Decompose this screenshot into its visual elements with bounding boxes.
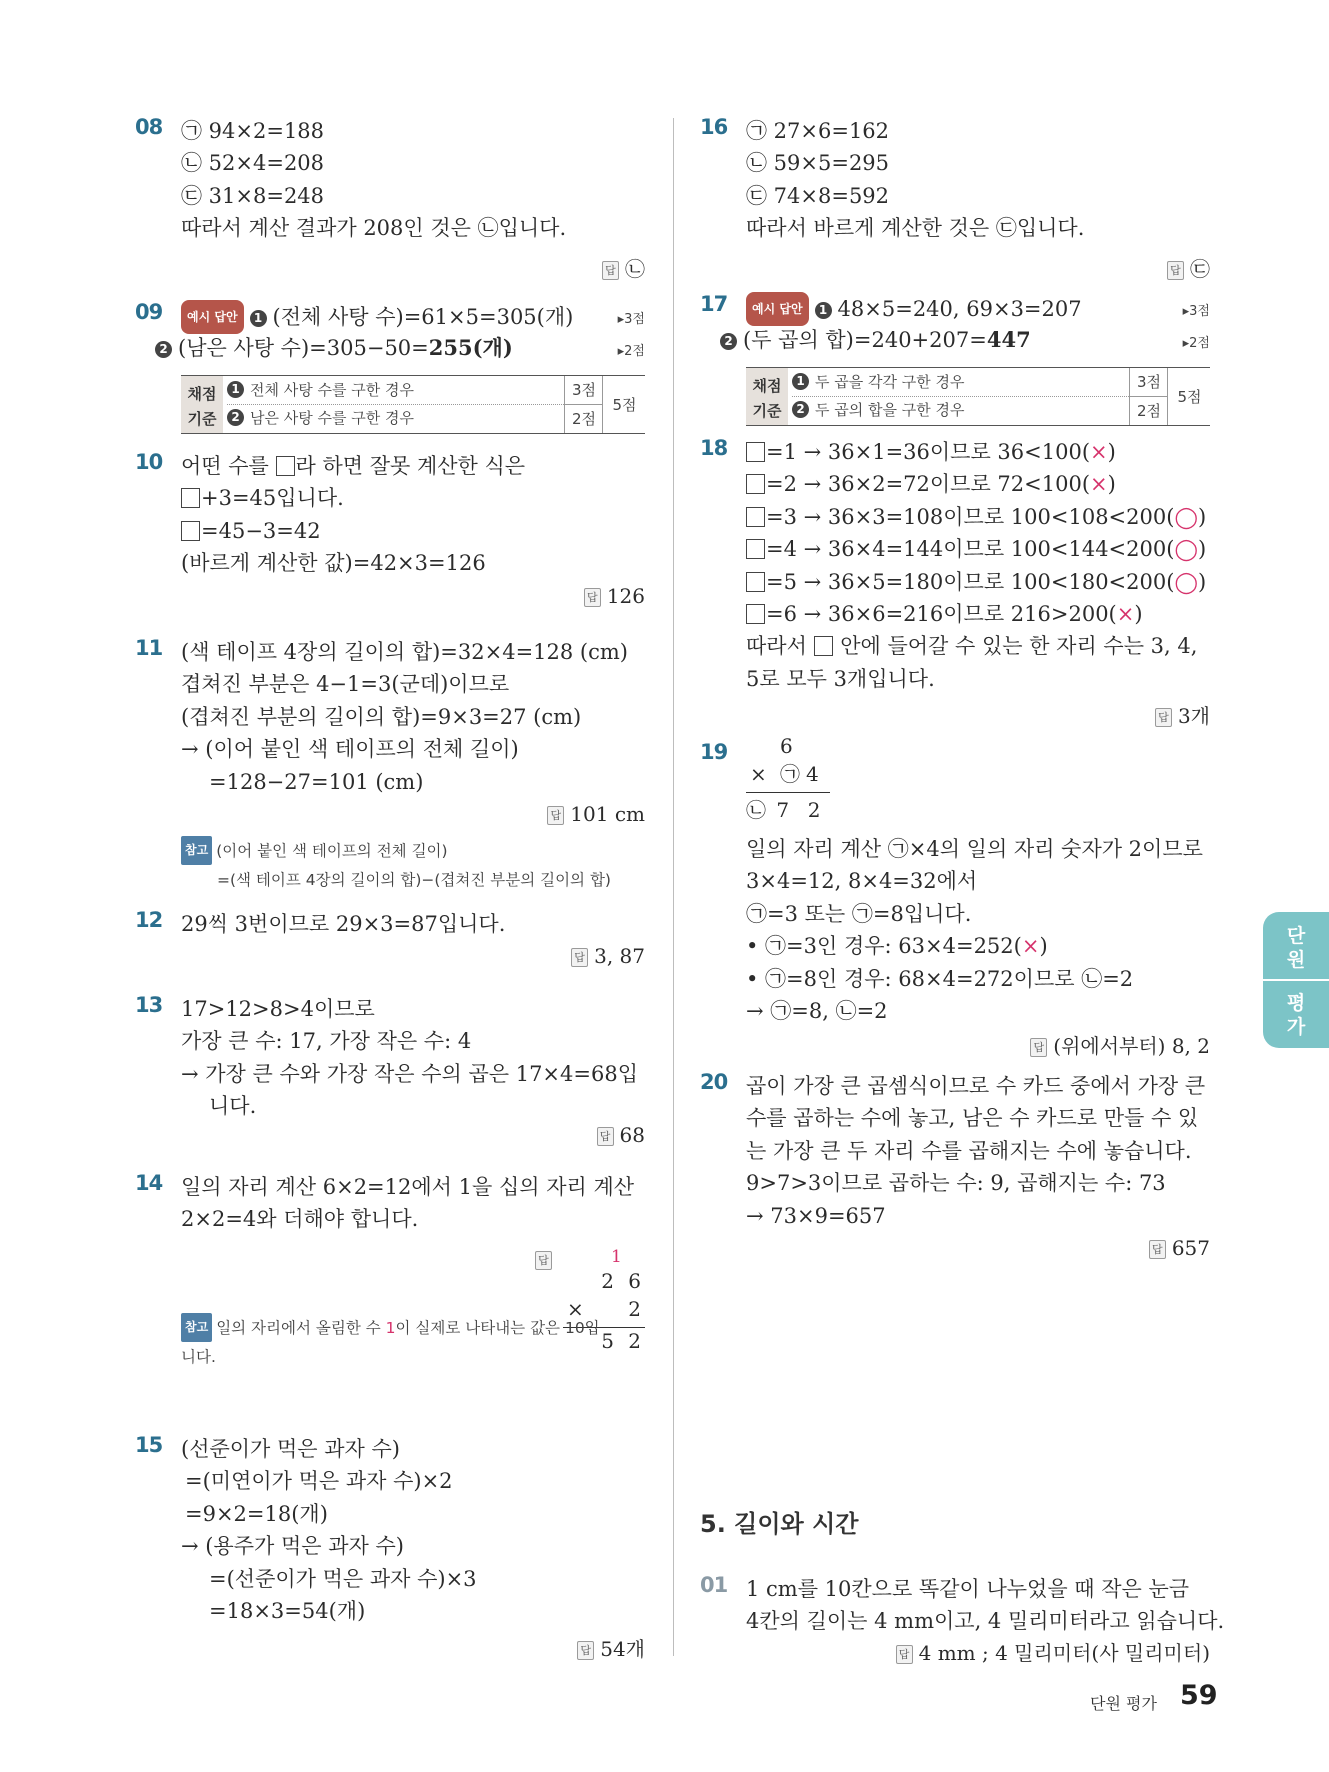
multiply-sign: ×	[567, 1297, 584, 1321]
solution-line: 따라서	[746, 634, 814, 659]
solution-text	[746, 292, 1210, 326]
problem-number: 01	[700, 1573, 728, 1597]
solution-line: =4 → 36×4=144이므로 100<144<200(	[766, 537, 1175, 562]
solution-line: =3 → 36×3=108이므로 100<108<200(	[766, 504, 1175, 529]
problem-number: 14	[135, 1171, 163, 1195]
solution-line: 가장 큰 수: 17, 가장 작은 수: 4	[181, 1029, 472, 1054]
solution-line: 29씩 3번이므로 29×3=87입니다.	[181, 912, 506, 936]
solution-line: 1 cm를 10칸으로 똑같이 나누었을 때 작은 눈금	[746, 1577, 1190, 1601]
answer-marker-icon: 답	[547, 806, 564, 825]
solution-line: 따라서 바르게 계산한 것은 ㉢입니다.	[746, 216, 1085, 241]
solution-line: • ㉠=8인 경우: 68×4=272이므로 ㉡=2	[746, 966, 1134, 991]
solution-line: 일의 자리 계산 6×2=12에서 1을 십의 자리 계산	[181, 1175, 635, 1199]
solution-line: ㉢ 74×8=592	[746, 183, 890, 208]
solution-text	[181, 908, 645, 940]
solution-line: ㉡ 52×4=208	[181, 151, 325, 176]
solution-line: =18×3=54(개)	[209, 1599, 366, 1624]
vertical-multiplication	[746, 732, 830, 822]
answer-value: 101 cm	[570, 802, 645, 826]
carry-digit: 1	[611, 1247, 622, 1267]
answer-value: ㉡	[625, 257, 645, 281]
cross-mark: ×	[1116, 602, 1135, 627]
problem-number: 16	[700, 115, 728, 139]
solution-line: 5로 모두 3개입니다.	[746, 666, 935, 691]
solution-line: → 가장 큰 수와 가장 작은 수의 곱은 17×4=68입	[181, 1061, 638, 1086]
reference-note	[181, 1313, 645, 1372]
cross-mark: ×	[1021, 934, 1040, 959]
answer-marker-icon: 답	[571, 948, 588, 967]
solution-line: → (이어 붙인 색 테이프의 전체 길이)	[181, 737, 519, 762]
solution-line: → 73×9=657	[746, 1203, 886, 1228]
solution-text	[181, 300, 645, 334]
solution-line: 9>7>3이므로 곱하는 수: 9, 곱해지는 수: 73	[746, 1171, 1166, 1196]
multiplier: 4	[806, 762, 819, 786]
blank-box-icon	[181, 521, 200, 541]
solution-line: =2 → 36×2=72이므로 72<100(	[766, 472, 1091, 497]
problem-number: 13	[135, 993, 163, 1017]
scoring-row	[792, 396, 964, 424]
solution-line: 48×5=240, 69×3=207	[837, 297, 1082, 321]
solution-line: (선준이가 먹은 과자 수)	[181, 1437, 400, 1461]
tab-char: 단	[1286, 925, 1306, 947]
page-number: 59	[1180, 1680, 1218, 1711]
total-points: 5점	[602, 376, 646, 433]
row-text: 전체 사탕 수를 구한 경우	[250, 381, 414, 399]
header-text: 채점	[187, 385, 217, 403]
solution-line: 니다.	[209, 1094, 257, 1119]
answer-value: 657	[1171, 1236, 1210, 1260]
solution-line: 일의 자리 계산 ㉠×4의 일의 자리 숫자가 2이므로	[746, 837, 1203, 861]
step-2-icon: 2	[720, 333, 737, 350]
solution-line: =(선준이가 먹은 과자 수)×3	[209, 1566, 477, 1591]
footer-label: 단원 평가	[1090, 1694, 1157, 1713]
points: ▸3점	[1182, 304, 1210, 319]
scoring-table	[746, 367, 1210, 426]
note-text: =(색 테이프 4장의 길이의 합)−(겹쳐진 부분의 길이의 합)	[217, 871, 611, 889]
answer-marker-icon: 답	[896, 1645, 913, 1664]
answer	[547, 802, 645, 826]
multiplicand: 2 6	[601, 1269, 645, 1293]
row-points: 2점	[564, 404, 603, 433]
solution-bold: 255(개)	[428, 335, 513, 360]
step-2-icon: 2	[227, 409, 244, 426]
multiplicand: 6 ㉠	[780, 734, 804, 786]
scoring-header	[181, 376, 223, 433]
example-answer-tag: 예시 답안	[181, 300, 244, 334]
answer	[1155, 700, 1210, 729]
solution-line: (색 테이프 4장의 길이의 합)=32×4=128 (cm)	[181, 640, 628, 664]
problem-number: 11	[135, 636, 163, 660]
header-text: 기준	[187, 410, 217, 428]
solution-text	[746, 115, 1210, 245]
answer-marker-icon: 답	[1149, 1240, 1166, 1259]
answer	[571, 944, 645, 968]
answer-value: 68	[619, 1123, 645, 1147]
row-text: 두 곱을 각각 구한 경우	[815, 373, 965, 391]
solution-line: =45−3=42	[201, 518, 321, 543]
points: ▸2점	[1182, 336, 1210, 351]
blank-box-icon	[746, 507, 765, 527]
scoring-row	[227, 376, 414, 404]
blank-box-icon	[746, 539, 765, 559]
solution-line: 안에 들어갈 수 있는 한 자리 수는 3, 4,	[833, 634, 1198, 659]
row-points: 3점	[564, 376, 603, 404]
reference-tag: 참고	[181, 836, 212, 865]
cross-mark: ×	[1090, 440, 1108, 464]
blank-box-icon	[746, 572, 765, 592]
answer-value: 126	[606, 584, 645, 608]
solution-text: =1 → 36×1=36이므로 36<100(×) =2 → 36×2=72이므로 72<100(×) =3 → 36×3=108이므로 100<108<200(◯) =4 → 36×4=144이므로 100<144<200(◯) =5 → 36×5=180이므로 100<180<200(◯) =6 → 36×6=216이므로 216>200(×) 따라서 안에 들어갈 수 있는 한 자리 수는 3, 4, 5로 모두 3개입니다.	[746, 436, 1210, 695]
solution-line: (바르게 계산한 값)=42×3=126	[181, 551, 486, 576]
solution-line: (전체 사탕 수)=61×5=305(개)	[272, 305, 574, 329]
solution-line: ㉠ 27×6=162	[746, 119, 890, 143]
step-2-icon: 2	[155, 341, 172, 358]
problem-number: 08	[135, 115, 163, 139]
scoring-table	[181, 375, 645, 434]
circle-mark: ◯	[1174, 569, 1198, 594]
column-divider	[673, 118, 674, 1656]
solution-line: 3×4=12, 8×4=32에서	[746, 869, 978, 894]
answer-marker-icon: 답	[602, 261, 619, 280]
answer-value: 3개	[1177, 704, 1210, 728]
solution-line: 라 하면 잘못 계산한 식은	[295, 454, 526, 478]
unit-tab-top	[1263, 912, 1329, 979]
solution-bold: 447	[986, 327, 1031, 352]
answer-marker-icon: 답	[1155, 708, 1172, 727]
answer-value: 4 mm ; 4 밀리미터(사 밀리미터)	[918, 1641, 1210, 1665]
answer-value: ㉢	[1190, 257, 1210, 281]
solution-line: → (용주가 먹은 과자 수)	[181, 1534, 404, 1559]
example-answer-tag: 예시 답안	[746, 292, 809, 326]
solution-line: 17>12>8>4이므로	[181, 997, 375, 1021]
solution-text	[746, 1573, 1225, 1638]
multiply-sign: ×	[750, 762, 767, 786]
solution-line: =1 → 36×1=36이므로 36<100(	[766, 440, 1091, 464]
multiplier: 2	[628, 1297, 641, 1321]
answer-value: 54개	[600, 1637, 645, 1661]
answer	[1030, 1030, 1210, 1059]
solution-line: =5 → 36×5=180이므로 100<180<200(	[766, 569, 1175, 594]
solution-text	[181, 1171, 645, 1236]
points: ▸3점	[617, 312, 645, 327]
step-2-icon: 2	[792, 401, 809, 418]
problem-number: 10	[135, 450, 163, 474]
note-text: (이어 붙인 색 테이프의 전체 길이)	[216, 842, 448, 860]
answer-marker-icon: 답	[577, 1641, 594, 1660]
solution-text	[181, 993, 645, 1123]
problem-number: 20	[700, 1070, 728, 1094]
solution-line: ㉢ 31×8=248	[181, 183, 325, 208]
solution-line: =128−27=101 (cm)	[209, 769, 424, 794]
note-highlight: 1	[385, 1319, 396, 1337]
solution-line: 4칸의 길이는 4 mm이고, 4 밀리미터라고 읽습니다.	[746, 1609, 1225, 1634]
answer	[896, 1637, 1210, 1666]
solution-line: 2×2=4와 더해야 합니다.	[181, 1207, 419, 1232]
unit-tab-bottom	[1263, 981, 1329, 1048]
problem-number: 17	[700, 292, 728, 316]
solution-text	[181, 115, 645, 245]
tab-char: 평	[1286, 992, 1306, 1014]
scoring-header	[746, 368, 788, 425]
step-1-icon: 1	[250, 310, 267, 327]
problem-number: 18	[700, 436, 728, 460]
solution-text	[746, 1070, 1210, 1232]
problem-number: 15	[135, 1433, 163, 1457]
solution-line: =6 → 36×6=216이므로 216>200(	[766, 602, 1117, 627]
blank-box-icon	[276, 456, 295, 476]
step-1-icon: 1	[815, 302, 832, 319]
row-text: 남은 사탕 수를 구한 경우	[250, 409, 414, 427]
tab-char: 원	[1286, 949, 1306, 971]
answer	[1149, 1236, 1210, 1260]
solution-line: +3=45입니다.	[201, 486, 344, 511]
blank-box-icon	[746, 474, 765, 494]
solution-line: ㉡ 59×5=295	[746, 151, 890, 176]
scoring-row	[792, 368, 964, 396]
solution-line: 겹쳐진 부분은 4−1=3(군데)이므로	[181, 672, 510, 697]
solution-line: 곱이 가장 큰 곱셈식이므로 수 카드 중에서 가장 큰	[746, 1074, 1206, 1098]
solution-line: 따라서 계산 결과가 208인 것은 ㉡입니다.	[181, 216, 567, 241]
row-points: 3점	[1129, 368, 1168, 396]
solution-text	[181, 450, 645, 580]
step-1-icon: 1	[227, 381, 244, 398]
answer	[1167, 253, 1210, 282]
product: 5 2	[601, 1329, 645, 1353]
solution-line: (두 곱의 합)=240+207=	[743, 328, 987, 352]
scoring-row	[227, 404, 414, 432]
problem-number: 19	[700, 740, 728, 764]
note-text: 일의 자리에서 올림한 수	[216, 1319, 386, 1337]
note-text: 니다.	[181, 1348, 216, 1366]
solution-text	[155, 332, 645, 364]
solution-line: 수를 곱하는 수에 놓고, 남은 수 카드로 만들 수 있	[746, 1106, 1199, 1131]
circle-mark: ◯	[1174, 504, 1198, 529]
answer	[584, 584, 645, 608]
row-text: 두 곱의 합을 구한 경우	[815, 401, 965, 419]
header-text: 채점	[752, 377, 782, 395]
answer	[597, 1123, 645, 1147]
blank-box-icon	[746, 442, 765, 462]
points: ▸2점	[617, 344, 645, 359]
answer	[577, 1633, 645, 1662]
answer-value: (위에서부터) 8, 2	[1053, 1034, 1210, 1058]
solution-text: 일의 자리 계산 ㉠×4의 일의 자리 숫자가 2이므로 3×4=12, 8×4=32에서 ㉠=3 또는 ㉠=8입니다. • ㉠=3인 경우: 63×4=252(×) • ㉠=8인 경우: 68×4=272이므로 ㉡=2 → ㉠=8, ㉡=2	[746, 833, 1210, 1027]
reference-tag: 참고	[181, 1313, 212, 1342]
problem-number: 12	[135, 908, 163, 932]
circle-mark: ◯	[1174, 537, 1198, 562]
answer-marker-icon: 답	[1167, 261, 1184, 280]
solution-line: 는 가장 큰 두 자리 수를 곱해지는 수에 놓습니다.	[746, 1138, 1192, 1163]
product: ㉡ 7 2	[746, 798, 823, 822]
solution-line: (겹쳐진 부분의 길이의 합)=9×3=27 (cm)	[181, 704, 582, 729]
solution-line: ㉠ 94×2=188	[181, 119, 325, 143]
solution-line: → ㉠=8, ㉡=2	[746, 999, 888, 1024]
solution-line: (남은 사탕 수)=305−50=	[178, 336, 429, 360]
section-title: 5. 길이와 시간	[700, 1510, 859, 1538]
solution-text	[181, 636, 645, 798]
answer-marker-icon: 답	[584, 588, 601, 607]
answer-value: 3, 87	[594, 944, 645, 968]
answer-marker-icon: 답	[535, 1251, 552, 1270]
solution-line: =9×2=18(개)	[185, 1501, 328, 1526]
total-points: 5점	[1167, 368, 1211, 425]
step-1-icon: 1	[792, 373, 809, 390]
solution-text	[720, 324, 1210, 356]
solution-line: =(미연이가 먹은 과자 수)×2	[185, 1469, 453, 1494]
answer	[602, 253, 645, 282]
blank-box-icon	[181, 488, 200, 508]
problem-number: 09	[135, 300, 163, 324]
blank-box-icon	[814, 636, 833, 656]
row-points: 2점	[1129, 396, 1168, 425]
answer-marker-icon: 답	[1030, 1038, 1047, 1057]
blank-box-icon	[746, 604, 765, 624]
solution-line: 어떤 수를	[181, 454, 276, 478]
tab-char: 가	[1286, 1016, 1306, 1038]
note-text: 이 실제로 나타내는 값은 10입	[395, 1319, 600, 1337]
answer-marker-icon: 답	[597, 1127, 614, 1146]
header-text: 기준	[752, 402, 782, 420]
solution-line: ㉠=3 또는 ㉠=8입니다.	[746, 901, 972, 926]
solution-line: • ㉠=3인 경우: 63×4=252(	[746, 934, 1022, 959]
cross-mark: ×	[1090, 472, 1108, 497]
reference-note	[181, 836, 645, 895]
solution-text	[181, 1433, 645, 1627]
